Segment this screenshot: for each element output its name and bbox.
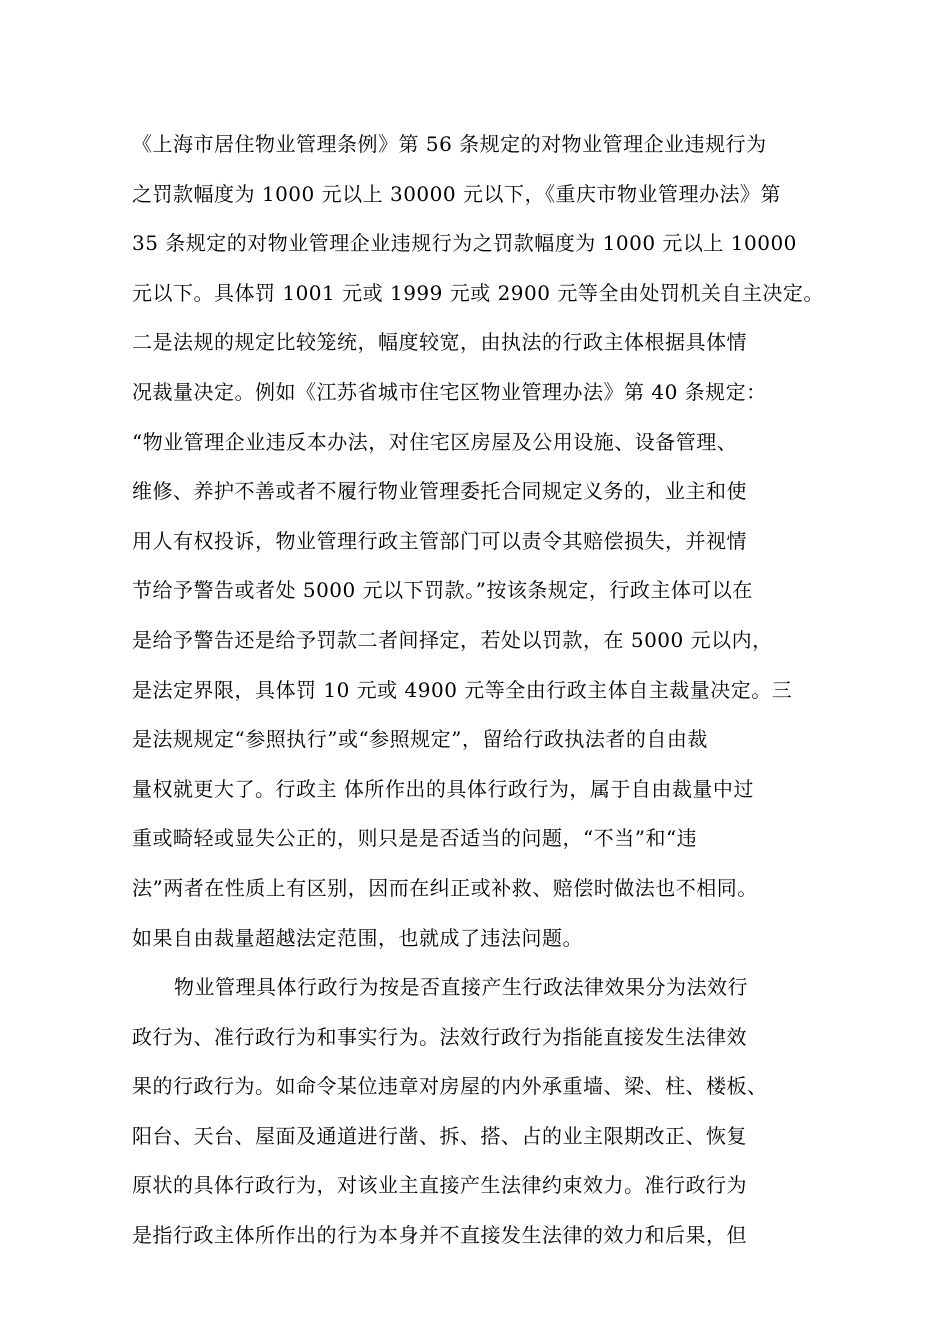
text-line: 况裁量决定。例如《江苏省城市住宅区物业管理办法》第 40 条规定：	[132, 379, 767, 404]
text-line: “物业管理企业违反本办法，对住宅区房屋及公用设施、设备管理、	[132, 429, 738, 454]
text-line: 重或畸轻或显失公正的，则只是是否适当的问题，“不当”和“违	[132, 826, 698, 851]
text-line: 如果自由裁量超越法定范围，也就成了违法问题。	[132, 925, 583, 950]
text-line: 阳台、天台、屋面及通道进行凿、拆、搭、占的业主限期改正、恢复	[132, 1123, 747, 1148]
paragraph-start-line: 物业管理具体行政行为按是否直接产生行政法律效果分为法效行	[174, 975, 748, 1000]
text-line: 二是法规的规定比较笼统，幅度较宽，由执法的行政主体根据具体情	[132, 330, 747, 355]
text-line: 原状的具体行政行为，对该业主直接产生法律约束效力。准行政行为	[132, 1173, 747, 1198]
text-line: 用人有权投诉，物业管理行政主管部门可以责令其赔偿损失，并视情	[132, 528, 747, 553]
text-line: 是法定界限，具体罚 10 元或 4900 元等全由行政主体自主裁量决定。三	[132, 677, 793, 702]
body-text	[132, 120, 832, 1261]
text-line: 量权就更大了。行政主 体所作出的具体行政行为，属于自由裁量中过	[132, 776, 754, 801]
text-line: 35 条规定的对物业管理企业违规行为之罚款幅度为 1000 元以上 10000	[132, 231, 797, 256]
text-line: 之罚款幅度为 1000 元以上 30000 元以下，《重庆市物业管理办法》第	[132, 181, 781, 206]
text-line: 节给予警告或者处 5000 元以下罚款。”按该条规定，行政主体可以在	[132, 578, 753, 603]
text-line: 维修、养护不善或者不履行物业管理委托合同规定义务的，业主和使	[132, 479, 747, 504]
text-line: 《上海市居住物业管理条例》第 56 条规定的对物业管理企业违规行为	[132, 132, 767, 156]
text-line: 法”两者在性质上有区别，因而在纠正或补救、赔偿时做法也不相同。	[132, 875, 758, 900]
text-line: 元以下。具体罚 1001 元或 1999 元或 2900 元等全由处罚机关自主决定。	[132, 280, 824, 305]
text-line: 是法规规定“参照执行”或“参照规定”，留给行政执法者的自由裁	[132, 727, 708, 752]
text-line: 果的行政行为。如命令某位违章对房屋的内外承重墙、梁、柱、楼板、	[132, 1074, 768, 1099]
text-line: 政行为、准行政行为和事实行为。法效行政行为指能直接发生法律效	[132, 1024, 747, 1049]
text-line: 是给予警告还是给予罚款二者间择定，若处以罚款，在 5000 元以内，	[132, 627, 773, 652]
text-line: 是指行政主体所作出的行为本身并不直接发生法律的效力和后果，但	[132, 1223, 747, 1248]
